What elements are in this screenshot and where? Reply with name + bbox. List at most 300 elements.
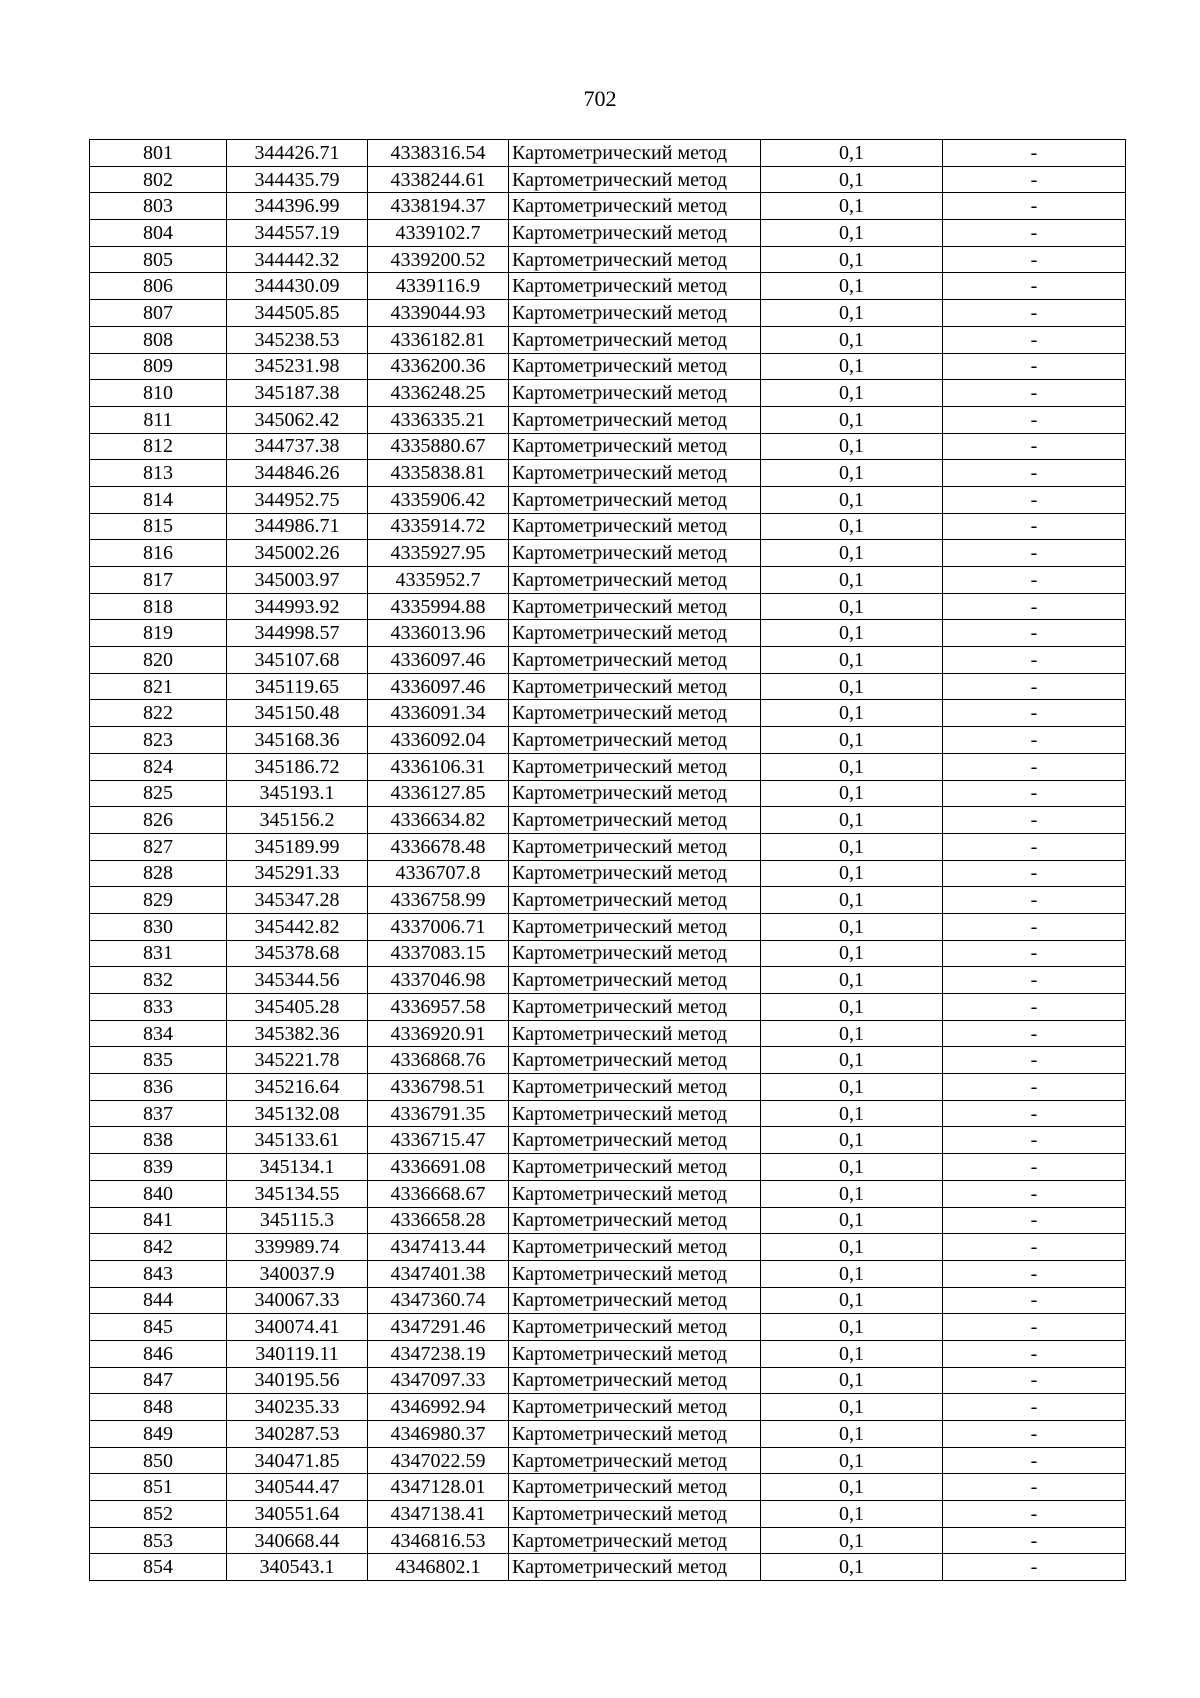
method-cell: Картометрический метод bbox=[509, 246, 761, 273]
accuracy-cell: 0,1 bbox=[761, 887, 943, 914]
y-coordinate-cell: 4337046.98 bbox=[368, 967, 509, 994]
point-number-cell: 812 bbox=[90, 433, 227, 460]
point-number-cell: 849 bbox=[90, 1421, 227, 1448]
x-coordinate-cell: 345189.99 bbox=[227, 833, 368, 860]
note-cell: - bbox=[943, 166, 1126, 193]
table-row bbox=[90, 1554, 1126, 1581]
x-coordinate-cell: 345216.64 bbox=[227, 1074, 368, 1101]
accuracy-cell: 0,1 bbox=[761, 540, 943, 567]
point-number-cell: 853 bbox=[90, 1527, 227, 1554]
point-number-cell: 854 bbox=[90, 1554, 227, 1581]
y-coordinate-cell: 4335927.95 bbox=[368, 540, 509, 567]
x-coordinate-cell: 345150.48 bbox=[227, 700, 368, 727]
table-row bbox=[90, 1367, 1126, 1394]
accuracy-cell: 0,1 bbox=[761, 273, 943, 300]
accuracy-cell: 0,1 bbox=[761, 513, 943, 540]
y-coordinate-cell: 4347128.01 bbox=[368, 1474, 509, 1501]
accuracy-cell: 0,1 bbox=[761, 673, 943, 700]
note-cell: - bbox=[943, 567, 1126, 594]
note-cell: - bbox=[943, 1287, 1126, 1314]
table-row bbox=[90, 620, 1126, 647]
point-number-cell: 821 bbox=[90, 673, 227, 700]
method-cell: Картометрический метод bbox=[509, 380, 761, 407]
y-coordinate-cell: 4339200.52 bbox=[368, 246, 509, 273]
note-cell: - bbox=[943, 193, 1126, 220]
accuracy-cell: 0,1 bbox=[761, 647, 943, 674]
y-coordinate-cell: 4336707.8 bbox=[368, 860, 509, 887]
note-cell: - bbox=[943, 1020, 1126, 1047]
point-number-cell: 851 bbox=[90, 1474, 227, 1501]
table-row bbox=[90, 1314, 1126, 1341]
accuracy-cell: 0,1 bbox=[761, 1154, 943, 1181]
accuracy-cell: 0,1 bbox=[761, 300, 943, 327]
method-cell: Картометрический метод bbox=[509, 647, 761, 674]
table-row bbox=[90, 513, 1126, 540]
x-coordinate-cell: 345002.26 bbox=[227, 540, 368, 567]
note-cell: - bbox=[943, 1180, 1126, 1207]
x-coordinate-cell: 345187.38 bbox=[227, 380, 368, 407]
y-coordinate-cell: 4336200.36 bbox=[368, 353, 509, 380]
table-row bbox=[90, 1340, 1126, 1367]
y-coordinate-cell: 4347097.33 bbox=[368, 1367, 509, 1394]
coordinates-table-container bbox=[89, 139, 1126, 1581]
x-coordinate-cell: 344737.38 bbox=[227, 433, 368, 460]
accuracy-cell: 0,1 bbox=[761, 353, 943, 380]
x-coordinate-cell: 345344.56 bbox=[227, 967, 368, 994]
note-cell: - bbox=[943, 647, 1126, 674]
accuracy-cell: 0,1 bbox=[761, 727, 943, 754]
table-row bbox=[90, 860, 1126, 887]
table-row bbox=[90, 1260, 1126, 1287]
method-cell: Картометрический метод bbox=[509, 1314, 761, 1341]
y-coordinate-cell: 4336678.48 bbox=[368, 833, 509, 860]
accuracy-cell: 0,1 bbox=[761, 1180, 943, 1207]
note-cell: - bbox=[943, 1154, 1126, 1181]
note-cell: - bbox=[943, 620, 1126, 647]
method-cell: Картометрический метод bbox=[509, 593, 761, 620]
note-cell: - bbox=[943, 1501, 1126, 1528]
note-cell: - bbox=[943, 913, 1126, 940]
note-cell: - bbox=[943, 1421, 1126, 1448]
y-coordinate-cell: 4335906.42 bbox=[368, 486, 509, 513]
method-cell: Картометрический метод bbox=[509, 140, 761, 167]
y-coordinate-cell: 4336791.35 bbox=[368, 1100, 509, 1127]
point-number-cell: 817 bbox=[90, 567, 227, 594]
accuracy-cell: 0,1 bbox=[761, 1367, 943, 1394]
method-cell: Картометрический метод bbox=[509, 1047, 761, 1074]
table-row bbox=[90, 1154, 1126, 1181]
table-row bbox=[90, 807, 1126, 834]
y-coordinate-cell: 4335952.7 bbox=[368, 567, 509, 594]
point-number-cell: 803 bbox=[90, 193, 227, 220]
method-cell: Картометрический метод bbox=[509, 300, 761, 327]
point-number-cell: 848 bbox=[90, 1394, 227, 1421]
accuracy-cell: 0,1 bbox=[761, 1340, 943, 1367]
x-coordinate-cell: 340037.9 bbox=[227, 1260, 368, 1287]
x-coordinate-cell: 344435.79 bbox=[227, 166, 368, 193]
method-cell: Картометрический метод bbox=[509, 1421, 761, 1448]
y-coordinate-cell: 4339102.7 bbox=[368, 220, 509, 247]
accuracy-cell: 0,1 bbox=[761, 967, 943, 994]
table-row bbox=[90, 1394, 1126, 1421]
point-number-cell: 835 bbox=[90, 1047, 227, 1074]
x-coordinate-cell: 344557.19 bbox=[227, 220, 368, 247]
y-coordinate-cell: 4346802.1 bbox=[368, 1554, 509, 1581]
note-cell: - bbox=[943, 887, 1126, 914]
point-number-cell: 825 bbox=[90, 780, 227, 807]
point-number-cell: 840 bbox=[90, 1180, 227, 1207]
x-coordinate-cell: 345003.97 bbox=[227, 567, 368, 594]
accuracy-cell: 0,1 bbox=[761, 1207, 943, 1234]
point-number-cell: 810 bbox=[90, 380, 227, 407]
x-coordinate-cell: 340287.53 bbox=[227, 1421, 368, 1448]
accuracy-cell: 0,1 bbox=[761, 780, 943, 807]
x-coordinate-cell: 345186.72 bbox=[227, 753, 368, 780]
accuracy-cell: 0,1 bbox=[761, 326, 943, 353]
point-number-cell: 844 bbox=[90, 1287, 227, 1314]
y-coordinate-cell: 4347138.41 bbox=[368, 1501, 509, 1528]
y-coordinate-cell: 4335914.72 bbox=[368, 513, 509, 540]
accuracy-cell: 0,1 bbox=[761, 1234, 943, 1261]
coordinates-table bbox=[89, 139, 1126, 1581]
y-coordinate-cell: 4336658.28 bbox=[368, 1207, 509, 1234]
table-row bbox=[90, 380, 1126, 407]
method-cell: Картометрический метод bbox=[509, 326, 761, 353]
y-coordinate-cell: 4339116.9 bbox=[368, 273, 509, 300]
note-cell: - bbox=[943, 1100, 1126, 1127]
note-cell: - bbox=[943, 1394, 1126, 1421]
x-coordinate-cell: 345378.68 bbox=[227, 940, 368, 967]
note-cell: - bbox=[943, 940, 1126, 967]
x-coordinate-cell: 344430.09 bbox=[227, 273, 368, 300]
table-row bbox=[90, 647, 1126, 674]
table-row bbox=[90, 406, 1126, 433]
point-number-cell: 846 bbox=[90, 1340, 227, 1367]
accuracy-cell: 0,1 bbox=[761, 1394, 943, 1421]
point-number-cell: 804 bbox=[90, 220, 227, 247]
note-cell: - bbox=[943, 540, 1126, 567]
point-number-cell: 818 bbox=[90, 593, 227, 620]
accuracy-cell: 0,1 bbox=[761, 166, 943, 193]
method-cell: Картометрический метод bbox=[509, 567, 761, 594]
method-cell: Картометрический метод bbox=[509, 1394, 761, 1421]
y-coordinate-cell: 4336798.51 bbox=[368, 1074, 509, 1101]
method-cell: Картометрический метод bbox=[509, 1234, 761, 1261]
table-row bbox=[90, 673, 1126, 700]
table-row bbox=[90, 1180, 1126, 1207]
y-coordinate-cell: 4335838.81 bbox=[368, 460, 509, 487]
point-number-cell: 830 bbox=[90, 913, 227, 940]
accuracy-cell: 0,1 bbox=[761, 193, 943, 220]
x-coordinate-cell: 344426.71 bbox=[227, 140, 368, 167]
point-number-cell: 838 bbox=[90, 1127, 227, 1154]
point-number-cell: 828 bbox=[90, 860, 227, 887]
x-coordinate-cell: 345133.61 bbox=[227, 1127, 368, 1154]
point-number-cell: 847 bbox=[90, 1367, 227, 1394]
note-cell: - bbox=[943, 807, 1126, 834]
note-cell: - bbox=[943, 860, 1126, 887]
y-coordinate-cell: 4336097.46 bbox=[368, 647, 509, 674]
method-cell: Картометрический метод bbox=[509, 1501, 761, 1528]
table-row bbox=[90, 273, 1126, 300]
method-cell: Картометрический метод bbox=[509, 513, 761, 540]
point-number-cell: 824 bbox=[90, 753, 227, 780]
x-coordinate-cell: 345442.82 bbox=[227, 913, 368, 940]
method-cell: Картометрический метод bbox=[509, 833, 761, 860]
method-cell: Картометрический метод bbox=[509, 486, 761, 513]
table-row bbox=[90, 753, 1126, 780]
accuracy-cell: 0,1 bbox=[761, 246, 943, 273]
method-cell: Картометрический метод bbox=[509, 1020, 761, 1047]
note-cell: - bbox=[943, 380, 1126, 407]
accuracy-cell: 0,1 bbox=[761, 1421, 943, 1448]
y-coordinate-cell: 4336092.04 bbox=[368, 727, 509, 754]
method-cell: Картометрический метод bbox=[509, 1207, 761, 1234]
table-body bbox=[90, 140, 1126, 1581]
y-coordinate-cell: 4336248.25 bbox=[368, 380, 509, 407]
note-cell: - bbox=[943, 273, 1126, 300]
accuracy-cell: 0,1 bbox=[761, 1501, 943, 1528]
point-number-cell: 807 bbox=[90, 300, 227, 327]
accuracy-cell: 0,1 bbox=[761, 593, 943, 620]
y-coordinate-cell: 4347360.74 bbox=[368, 1287, 509, 1314]
table-row bbox=[90, 1287, 1126, 1314]
accuracy-cell: 0,1 bbox=[761, 1127, 943, 1154]
note-cell: - bbox=[943, 994, 1126, 1021]
table-row bbox=[90, 567, 1126, 594]
point-number-cell: 850 bbox=[90, 1447, 227, 1474]
y-coordinate-cell: 4337006.71 bbox=[368, 913, 509, 940]
table-row bbox=[90, 940, 1126, 967]
note-cell: - bbox=[943, 1127, 1126, 1154]
x-coordinate-cell: 345134.55 bbox=[227, 1180, 368, 1207]
x-coordinate-cell: 344442.32 bbox=[227, 246, 368, 273]
method-cell: Картометрический метод bbox=[509, 753, 761, 780]
table-row bbox=[90, 540, 1126, 567]
point-number-cell: 842 bbox=[90, 1234, 227, 1261]
y-coordinate-cell: 4346816.53 bbox=[368, 1527, 509, 1554]
method-cell: Картометрический метод bbox=[509, 807, 761, 834]
method-cell: Картометрический метод bbox=[509, 620, 761, 647]
method-cell: Картометрический метод bbox=[509, 1474, 761, 1501]
y-coordinate-cell: 4347413.44 bbox=[368, 1234, 509, 1261]
method-cell: Картометрический метод bbox=[509, 913, 761, 940]
x-coordinate-cell: 340195.56 bbox=[227, 1367, 368, 1394]
table-row bbox=[90, 833, 1126, 860]
x-coordinate-cell: 345134.1 bbox=[227, 1154, 368, 1181]
x-coordinate-cell: 344998.57 bbox=[227, 620, 368, 647]
x-coordinate-cell: 345156.2 bbox=[227, 807, 368, 834]
y-coordinate-cell: 4339044.93 bbox=[368, 300, 509, 327]
y-coordinate-cell: 4338194.37 bbox=[368, 193, 509, 220]
table-row bbox=[90, 220, 1126, 247]
point-number-cell: 815 bbox=[90, 513, 227, 540]
y-coordinate-cell: 4336715.47 bbox=[368, 1127, 509, 1154]
x-coordinate-cell: 345115.3 bbox=[227, 1207, 368, 1234]
table-row bbox=[90, 300, 1126, 327]
x-coordinate-cell: 344846.26 bbox=[227, 460, 368, 487]
point-number-cell: 823 bbox=[90, 727, 227, 754]
y-coordinate-cell: 4336668.67 bbox=[368, 1180, 509, 1207]
method-cell: Картометрический метод bbox=[509, 1447, 761, 1474]
note-cell: - bbox=[943, 513, 1126, 540]
x-coordinate-cell: 345119.65 bbox=[227, 673, 368, 700]
point-number-cell: 834 bbox=[90, 1020, 227, 1047]
point-number-cell: 827 bbox=[90, 833, 227, 860]
point-number-cell: 813 bbox=[90, 460, 227, 487]
accuracy-cell: 0,1 bbox=[761, 620, 943, 647]
x-coordinate-cell: 345405.28 bbox=[227, 994, 368, 1021]
x-coordinate-cell: 339989.74 bbox=[227, 1234, 368, 1261]
table-row bbox=[90, 1234, 1126, 1261]
note-cell: - bbox=[943, 1474, 1126, 1501]
point-number-cell: 852 bbox=[90, 1501, 227, 1528]
point-number-cell: 814 bbox=[90, 486, 227, 513]
method-cell: Картометрический метод bbox=[509, 460, 761, 487]
accuracy-cell: 0,1 bbox=[761, 994, 943, 1021]
accuracy-cell: 0,1 bbox=[761, 1527, 943, 1554]
x-coordinate-cell: 345062.42 bbox=[227, 406, 368, 433]
note-cell: - bbox=[943, 833, 1126, 860]
point-number-cell: 809 bbox=[90, 353, 227, 380]
y-coordinate-cell: 4347022.59 bbox=[368, 1447, 509, 1474]
x-coordinate-cell: 345107.68 bbox=[227, 647, 368, 674]
accuracy-cell: 0,1 bbox=[761, 567, 943, 594]
accuracy-cell: 0,1 bbox=[761, 1554, 943, 1581]
x-coordinate-cell: 344986.71 bbox=[227, 513, 368, 540]
x-coordinate-cell: 340543.1 bbox=[227, 1554, 368, 1581]
table-row bbox=[90, 887, 1126, 914]
method-cell: Картометрический метод bbox=[509, 780, 761, 807]
note-cell: - bbox=[943, 967, 1126, 994]
note-cell: - bbox=[943, 140, 1126, 167]
x-coordinate-cell: 340067.33 bbox=[227, 1287, 368, 1314]
y-coordinate-cell: 4347291.46 bbox=[368, 1314, 509, 1341]
y-coordinate-cell: 4336634.82 bbox=[368, 807, 509, 834]
note-cell: - bbox=[943, 246, 1126, 273]
point-number-cell: 820 bbox=[90, 647, 227, 674]
table-row bbox=[90, 780, 1126, 807]
point-number-cell: 837 bbox=[90, 1100, 227, 1127]
note-cell: - bbox=[943, 727, 1126, 754]
method-cell: Картометрический метод bbox=[509, 220, 761, 247]
y-coordinate-cell: 4336127.85 bbox=[368, 780, 509, 807]
note-cell: - bbox=[943, 1367, 1126, 1394]
method-cell: Картометрический метод bbox=[509, 540, 761, 567]
x-coordinate-cell: 340119.11 bbox=[227, 1340, 368, 1367]
accuracy-cell: 0,1 bbox=[761, 1474, 943, 1501]
table-row bbox=[90, 1527, 1126, 1554]
point-number-cell: 801 bbox=[90, 140, 227, 167]
accuracy-cell: 0,1 bbox=[761, 913, 943, 940]
point-number-cell: 833 bbox=[90, 994, 227, 1021]
x-coordinate-cell: 340074.41 bbox=[227, 1314, 368, 1341]
method-cell: Картометрический метод bbox=[509, 193, 761, 220]
y-coordinate-cell: 4337083.15 bbox=[368, 940, 509, 967]
method-cell: Картометрический метод bbox=[509, 860, 761, 887]
note-cell: - bbox=[943, 1207, 1126, 1234]
y-coordinate-cell: 4346980.37 bbox=[368, 1421, 509, 1448]
x-coordinate-cell: 345193.1 bbox=[227, 780, 368, 807]
x-coordinate-cell: 345221.78 bbox=[227, 1047, 368, 1074]
method-cell: Картометрический метод bbox=[509, 1554, 761, 1581]
method-cell: Картометрический метод bbox=[509, 727, 761, 754]
y-coordinate-cell: 4336957.58 bbox=[368, 994, 509, 1021]
accuracy-cell: 0,1 bbox=[761, 220, 943, 247]
accuracy-cell: 0,1 bbox=[761, 1260, 943, 1287]
note-cell: - bbox=[943, 1074, 1126, 1101]
note-cell: - bbox=[943, 433, 1126, 460]
accuracy-cell: 0,1 bbox=[761, 1100, 943, 1127]
method-cell: Картометрический метод bbox=[509, 1180, 761, 1207]
page-number: 702 bbox=[583, 86, 617, 111]
point-number-cell: 831 bbox=[90, 940, 227, 967]
y-coordinate-cell: 4347238.19 bbox=[368, 1340, 509, 1367]
method-cell: Картометрический метод bbox=[509, 700, 761, 727]
accuracy-cell: 0,1 bbox=[761, 1287, 943, 1314]
table-row bbox=[90, 193, 1126, 220]
x-coordinate-cell: 340471.85 bbox=[227, 1447, 368, 1474]
note-cell: - bbox=[943, 780, 1126, 807]
accuracy-cell: 0,1 bbox=[761, 1020, 943, 1047]
x-coordinate-cell: 340544.47 bbox=[227, 1474, 368, 1501]
note-cell: - bbox=[943, 1447, 1126, 1474]
table-row bbox=[90, 994, 1126, 1021]
point-number-cell: 845 bbox=[90, 1314, 227, 1341]
x-coordinate-cell: 345238.53 bbox=[227, 326, 368, 353]
y-coordinate-cell: 4336758.99 bbox=[368, 887, 509, 914]
table-row bbox=[90, 1474, 1126, 1501]
table-row bbox=[90, 913, 1126, 940]
x-coordinate-cell: 345347.28 bbox=[227, 887, 368, 914]
note-cell: - bbox=[943, 1234, 1126, 1261]
method-cell: Картометрический метод bbox=[509, 1154, 761, 1181]
method-cell: Картометрический метод bbox=[509, 1260, 761, 1287]
accuracy-cell: 0,1 bbox=[761, 460, 943, 487]
method-cell: Картометрический метод bbox=[509, 433, 761, 460]
table-row bbox=[90, 166, 1126, 193]
table-row bbox=[90, 1074, 1126, 1101]
note-cell: - bbox=[943, 1047, 1126, 1074]
table-row bbox=[90, 353, 1126, 380]
method-cell: Картометрический метод bbox=[509, 1074, 761, 1101]
accuracy-cell: 0,1 bbox=[761, 807, 943, 834]
accuracy-cell: 0,1 bbox=[761, 486, 943, 513]
table-row bbox=[90, 1020, 1126, 1047]
table-row bbox=[90, 1501, 1126, 1528]
method-cell: Картометрический метод bbox=[509, 353, 761, 380]
table-row bbox=[90, 486, 1126, 513]
note-cell: - bbox=[943, 753, 1126, 780]
table-row bbox=[90, 1447, 1126, 1474]
method-cell: Картометрический метод bbox=[509, 166, 761, 193]
y-coordinate-cell: 4336868.76 bbox=[368, 1047, 509, 1074]
x-coordinate-cell: 340668.44 bbox=[227, 1527, 368, 1554]
point-number-cell: 843 bbox=[90, 1260, 227, 1287]
y-coordinate-cell: 4346992.94 bbox=[368, 1394, 509, 1421]
x-coordinate-cell: 344505.85 bbox=[227, 300, 368, 327]
y-coordinate-cell: 4347401.38 bbox=[368, 1260, 509, 1287]
y-coordinate-cell: 4336182.81 bbox=[368, 326, 509, 353]
note-cell: - bbox=[943, 300, 1126, 327]
table-row bbox=[90, 593, 1126, 620]
accuracy-cell: 0,1 bbox=[761, 940, 943, 967]
table-row bbox=[90, 246, 1126, 273]
table-row bbox=[90, 433, 1126, 460]
table-row bbox=[90, 1421, 1126, 1448]
accuracy-cell: 0,1 bbox=[761, 406, 943, 433]
table-row bbox=[90, 1127, 1126, 1154]
